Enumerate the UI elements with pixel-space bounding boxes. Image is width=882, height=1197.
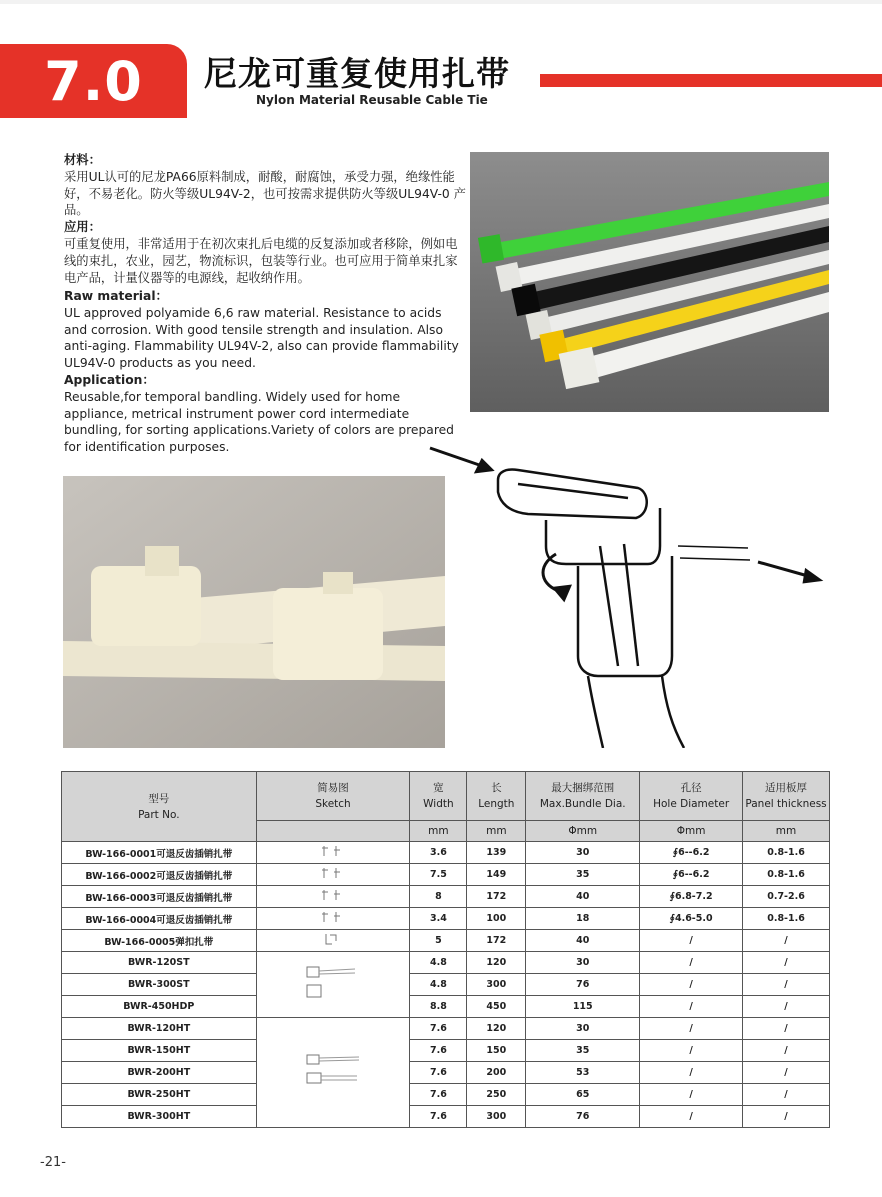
page-title-en: Nylon Material Reusable Cable Tie <box>256 93 488 107</box>
cell-length: 150 <box>467 1040 526 1062</box>
cell-length: 300 <box>467 1106 526 1128</box>
table-row <box>62 1062 830 1084</box>
unit-length: mm <box>467 821 526 842</box>
table-row <box>62 996 830 1018</box>
en-application-body: Reusable,for temporal bandling. Widely used for home appliance, metrical instrument power cord intermediate bundling, for sorting applications.Variety of colors are prepared for identification purposes. <box>64 389 454 455</box>
cn-application-heading: 应用： <box>64 220 101 235</box>
cell-panel: / <box>743 1084 830 1106</box>
cell-bundle: 65 <box>526 1084 640 1106</box>
cell-length: 120 <box>467 1018 526 1040</box>
cell-length: 100 <box>467 908 526 930</box>
cell-part: BWR-200HT <box>62 1062 257 1084</box>
cn-material-heading: 材料： <box>64 153 101 167</box>
cell-width: 4.8 <box>410 974 467 996</box>
cell-width: 8 <box>410 886 467 908</box>
spec-table <box>61 771 830 1128</box>
cable-tie-release-diagram <box>428 436 828 748</box>
table-row <box>62 974 830 996</box>
cell-length: 172 <box>467 886 526 908</box>
unit-width: mm <box>410 821 467 842</box>
cell-length: 172 <box>467 930 526 952</box>
cell-width: 3.6 <box>410 842 467 864</box>
cell-part: BWR-150HT <box>62 1040 257 1062</box>
cell-bundle: 76 <box>526 974 640 996</box>
cn-description <box>64 152 466 286</box>
cell-part: BWR-300HT <box>62 1106 257 1128</box>
cell-part: BW-166-0004可退反齿插销扎带 <box>62 908 257 930</box>
section-badge <box>0 44 187 118</box>
en-material-body: UL approved polyamide 6,6 raw material. Resistance to acids and corrosion. With good tensile strength and insulation. Also anti-aging. Flammability UL94V-2, also can provide flammability UL94V-0 products as you need. <box>64 305 459 371</box>
cell-hole: ∮6.8-7.2 <box>640 886 743 908</box>
cell-panel: / <box>743 974 830 996</box>
cell-hole: / <box>640 996 743 1018</box>
cell-bundle: 115 <box>526 996 640 1018</box>
cell-length: 139 <box>467 842 526 864</box>
sketch-icon <box>256 864 410 886</box>
table-row <box>62 1084 830 1106</box>
cell-part: BW-166-0003可退反齿插销扎带 <box>62 886 257 908</box>
cell-hole: ∮6--6.2 <box>640 864 743 886</box>
cell-width: 4.8 <box>410 952 467 974</box>
cell-hole: / <box>640 974 743 996</box>
sketch-icon <box>256 930 410 952</box>
cell-width: 7.6 <box>410 1084 467 1106</box>
cell-bundle: 40 <box>526 930 640 952</box>
cell-bundle: 35 <box>526 1040 640 1062</box>
header-sketch: 简易图 Sketch <box>256 772 410 821</box>
cell-hole: / <box>640 1062 743 1084</box>
sketch-icon <box>256 952 410 1018</box>
sketch-icon <box>256 886 410 908</box>
cell-bundle: 30 <box>526 842 640 864</box>
cell-width: 7.5 <box>410 864 467 886</box>
header-width: 宽 Width <box>410 772 467 821</box>
cell-length: 250 <box>467 1084 526 1106</box>
sketch-icon <box>256 1018 410 1128</box>
cell-hole: / <box>640 1040 743 1062</box>
cell-length: 450 <box>467 996 526 1018</box>
cell-panel: 0.8-1.6 <box>743 908 830 930</box>
unit-hole: Φmm <box>640 821 743 842</box>
cell-panel: / <box>743 996 830 1018</box>
cell-width: 5 <box>410 930 467 952</box>
page-title-cn: 尼龙可重复使用扎带 <box>204 54 510 93</box>
cell-part: BW-166-0005弹扣扎带 <box>62 930 257 952</box>
cell-part: BW-166-0002可退反齿插销扎带 <box>62 864 257 886</box>
en-application-heading: Application： <box>64 372 155 387</box>
cell-width: 7.6 <box>410 1018 467 1040</box>
table-row <box>62 1106 830 1128</box>
en-description <box>64 288 464 456</box>
cell-width: 7.6 <box>410 1106 467 1128</box>
cell-bundle: 35 <box>526 864 640 886</box>
cable-tie-closeup-photo <box>63 476 445 748</box>
cell-hole: / <box>640 930 743 952</box>
cell-panel: 0.7-2.6 <box>743 886 830 908</box>
page-number: -21- <box>40 1155 66 1170</box>
cell-width: 3.4 <box>410 908 467 930</box>
table-row <box>62 886 830 908</box>
cell-length: 200 <box>467 1062 526 1084</box>
sketch-icon <box>256 908 410 930</box>
cell-panel: / <box>743 1106 830 1128</box>
cell-panel: / <box>743 1018 830 1040</box>
cell-hole: / <box>640 1106 743 1128</box>
cell-part: BWR-120HT <box>62 1018 257 1040</box>
table-row <box>62 952 830 974</box>
cell-width: 7.6 <box>410 1062 467 1084</box>
table-row <box>62 1040 830 1062</box>
cell-panel: / <box>743 930 830 952</box>
cell-width: 8.8 <box>410 996 467 1018</box>
en-material-heading: Raw material： <box>64 289 168 303</box>
unit-sketch <box>256 821 410 842</box>
header-bundle: 最大捆绑范围 Max.Bundle Dia. <box>526 772 640 821</box>
cell-part: BWR-300ST <box>62 974 257 996</box>
cell-bundle: 76 <box>526 1106 640 1128</box>
unit-bundle: Φmm <box>526 821 640 842</box>
cell-width: 7.6 <box>410 1040 467 1062</box>
cell-panel: 0.8-1.6 <box>743 864 830 886</box>
cell-length: 120 <box>467 952 526 974</box>
cn-application-body: 可重复使用，非常适用于在初次束扎后电缆的反复添加或者移除，例如电线的束扎，农业，园艺，物流标识，包装等行业。也可应用于简单束扎家电产品，计量仪器等的电源线，起收纳作用。 <box>64 236 458 285</box>
header-length: 长 Length <box>467 772 526 821</box>
cell-length: 300 <box>467 974 526 996</box>
top-border <box>0 0 882 4</box>
cell-panel: 0.8-1.6 <box>743 842 830 864</box>
cell-length: 149 <box>467 864 526 886</box>
cell-part: BWR-120ST <box>62 952 257 974</box>
header-part: 型号 Part No. <box>62 772 257 842</box>
cell-bundle: 18 <box>526 908 640 930</box>
cell-hole: / <box>640 1018 743 1040</box>
table-row <box>62 908 830 930</box>
cell-panel: / <box>743 952 830 974</box>
cell-part: BWR-450HDP <box>62 996 257 1018</box>
table-row <box>62 930 830 952</box>
cn-material-body: 采用UL认可的尼龙PA66原料制成，耐酸，耐腐蚀，承受力强，绝缘性能好，不易老化。防火等级UL94V-2，也可按需求提供防火等级UL94V-0 产品。 <box>64 169 466 218</box>
cell-hole: ∮6--6.2 <box>640 842 743 864</box>
cell-hole: / <box>640 952 743 974</box>
cell-bundle: 30 <box>526 1018 640 1040</box>
unit-panel: mm <box>743 821 830 842</box>
table-row <box>62 1018 830 1040</box>
cell-part: BW-166-0001可退反齿插销扎带 <box>62 842 257 864</box>
cell-panel: / <box>743 1062 830 1084</box>
cell-bundle: 53 <box>526 1062 640 1084</box>
cell-bundle: 30 <box>526 952 640 974</box>
cell-hole: ∮4.6-5.0 <box>640 908 743 930</box>
header-panel: 适用板厚 Panel thickness <box>743 772 830 821</box>
cell-hole: / <box>640 1084 743 1106</box>
cell-panel: / <box>743 1040 830 1062</box>
sketch-icon <box>256 842 410 864</box>
section-number: 7.0 <box>44 49 143 113</box>
table-row <box>62 864 830 886</box>
cell-part: BWR-250HT <box>62 1084 257 1106</box>
header-hole: 孔径 Hole Diameter <box>640 772 743 821</box>
table-header-row <box>62 772 830 821</box>
header-rule <box>540 74 882 87</box>
cell-bundle: 40 <box>526 886 640 908</box>
colored-cable-ties-photo <box>470 152 829 412</box>
table-row <box>62 842 830 864</box>
